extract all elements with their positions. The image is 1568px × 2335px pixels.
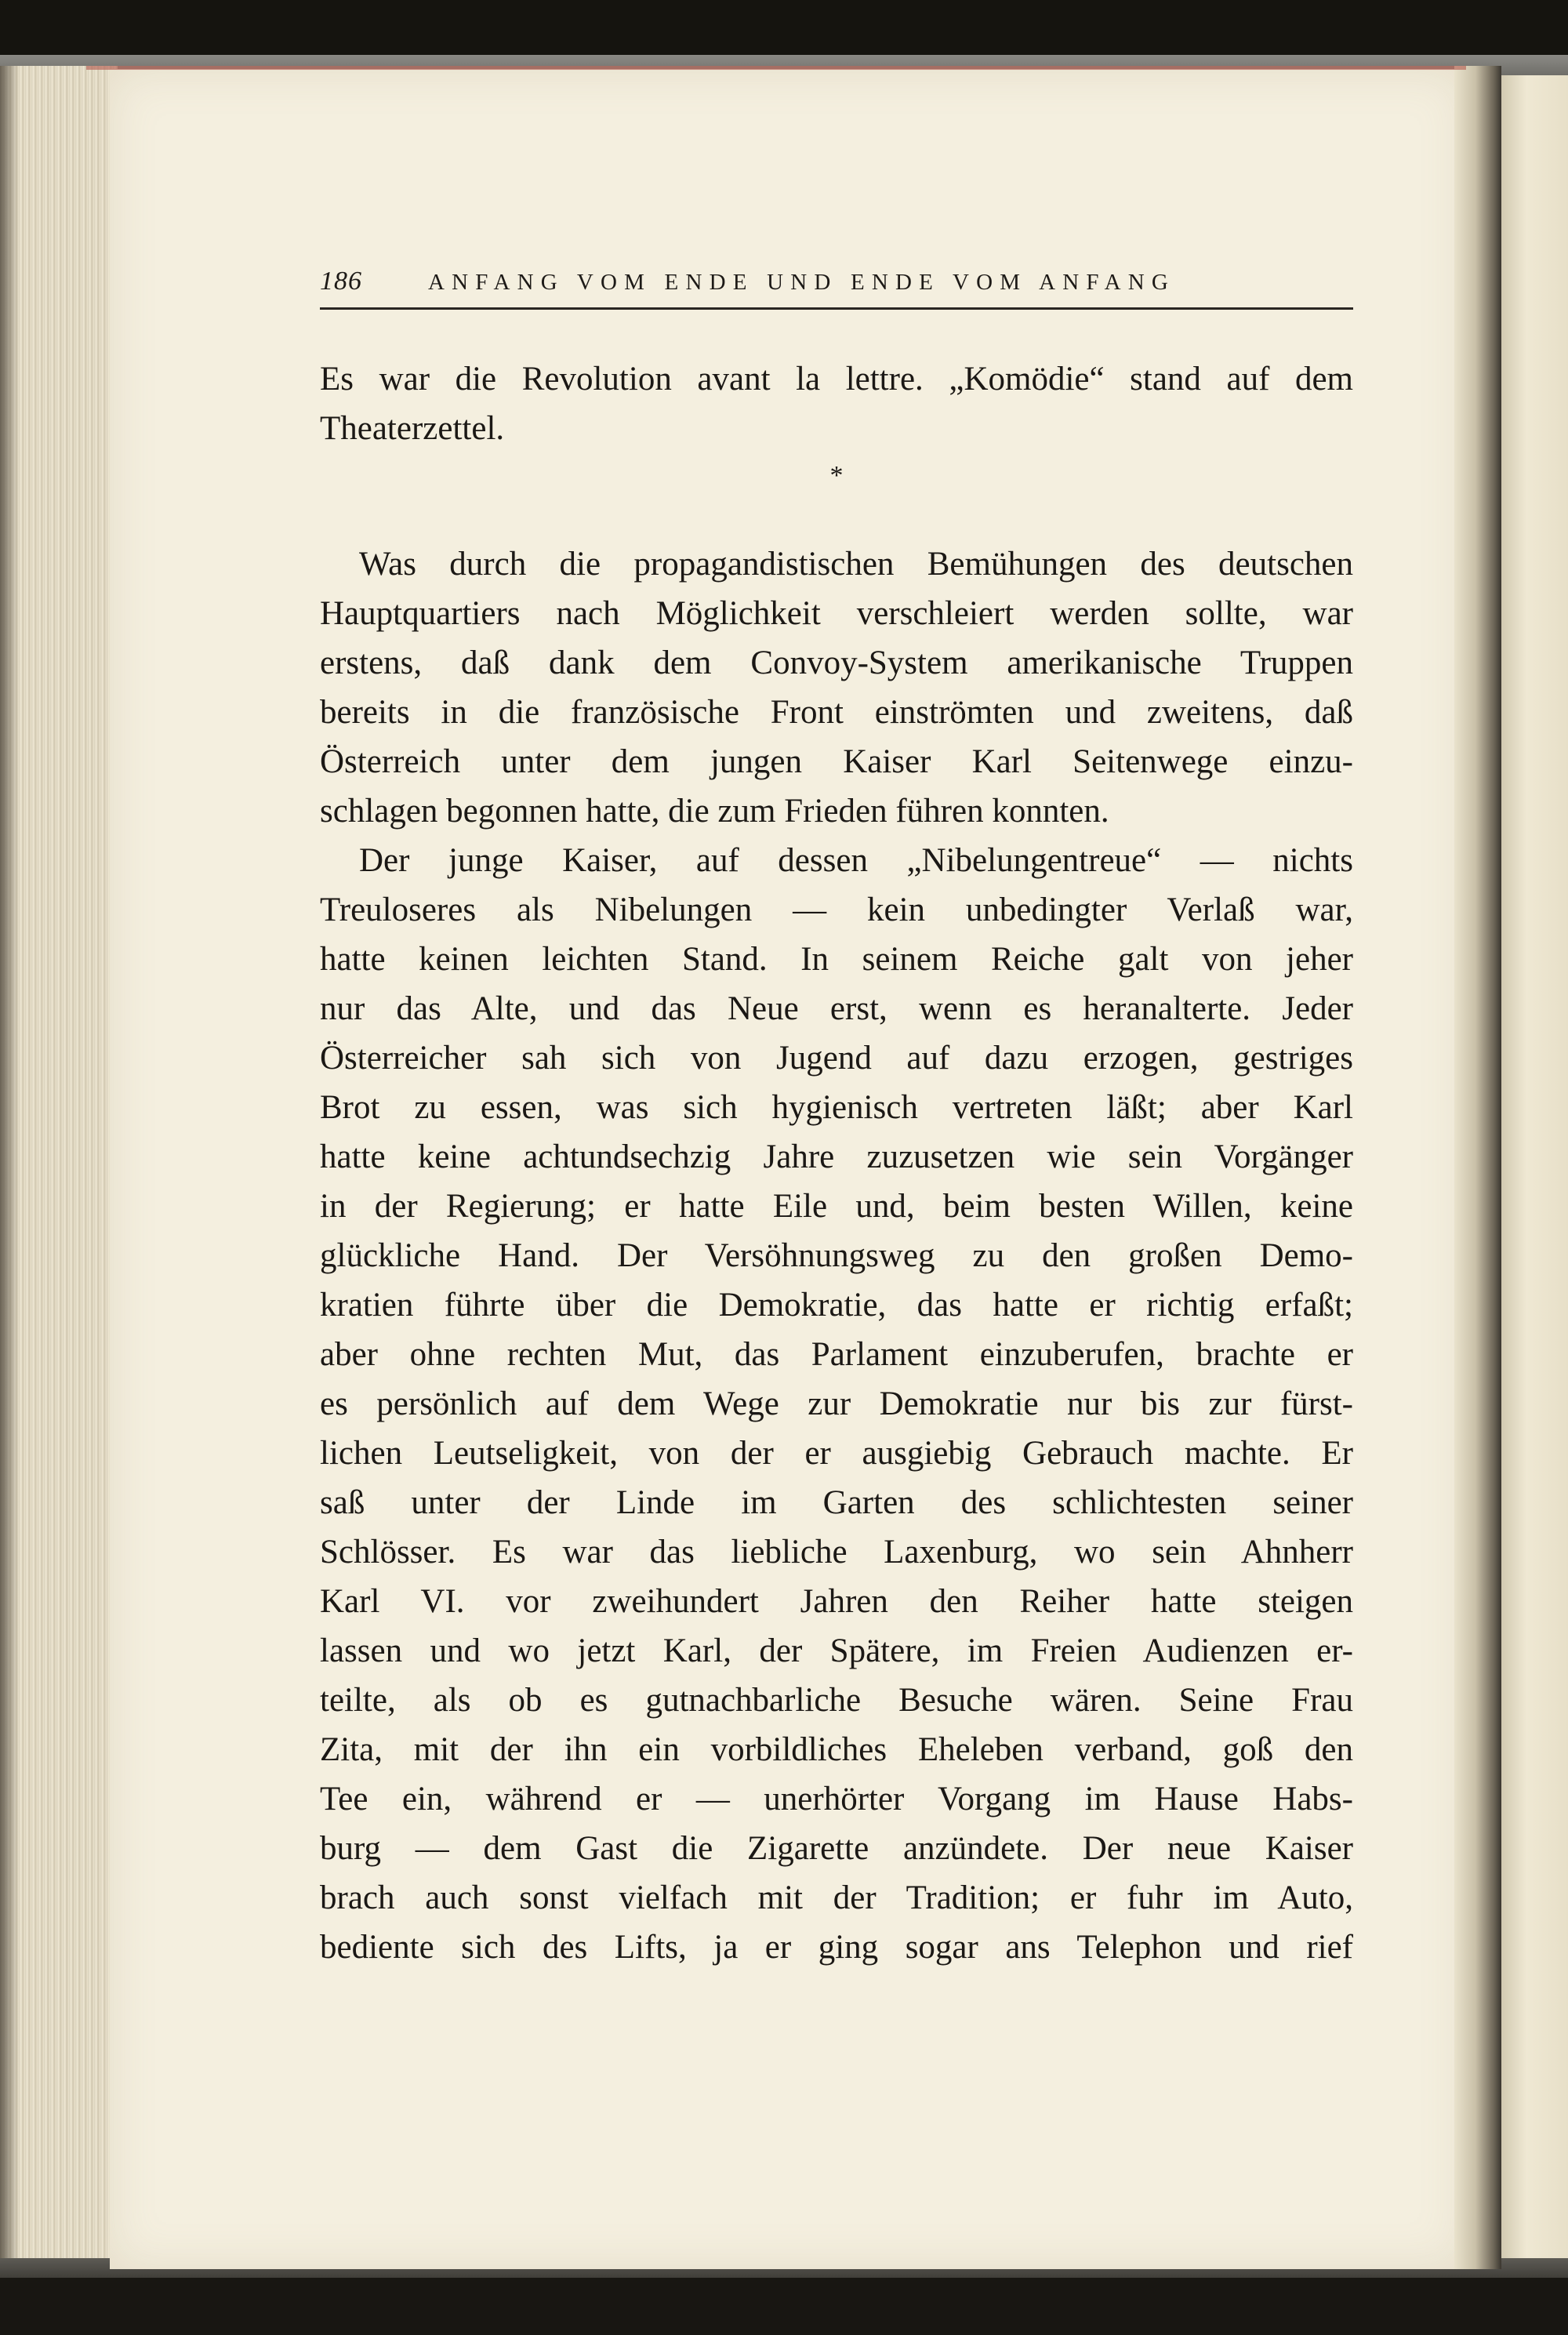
page-top-edge xyxy=(86,66,1466,70)
text-line: hatte keine achtundsechzig Jahre zuzusetzen wie sein Vorgänger xyxy=(320,1138,1353,1175)
text-line: Österreich unter dem jungen Kaiser Karl Seitenwege einzu- xyxy=(320,743,1353,780)
text-line: in der Regierung; er hatte Eile und, beim besten Willen, keine xyxy=(320,1188,1353,1225)
text-line: Brot zu essen, was sich hygienisch vertreten läßt; aber Karl xyxy=(320,1089,1353,1126)
text-line: Karl VI. vor zweihundert Jahren den Reiher hatte steigen xyxy=(320,1583,1353,1620)
text-line: Was durch die propagandistischen Bemühungen des deutschen xyxy=(359,546,1353,583)
page-number: 186 xyxy=(320,267,362,296)
facing-page-edge xyxy=(1499,75,1568,2271)
text-line: saß unter der Linde im Garten des schlichtesten seiner xyxy=(320,1484,1353,1521)
text-line: Theaterzettel. xyxy=(320,410,505,447)
text-line: hatte keinen leichten Stand. In seinem Reiche galt von jeher xyxy=(320,941,1353,978)
text-line: glückliche Hand. Der Versöhnungsweg zu den großen Demo- xyxy=(320,1237,1353,1274)
text-line: bediente sich des Lifts, ja er ging sogar ans Telephon und rief xyxy=(320,1929,1353,1966)
text-line: schlagen begonnen hatte, die zum Frieden führen konnten. xyxy=(320,793,1109,830)
text-line: lichen Leutseligkeit, von der er ausgiebig Gebrauch machte. Er xyxy=(320,1435,1353,1472)
text-line: Österreicher sah sich von Jugend auf dazu erzogen, gestriges xyxy=(320,1040,1353,1077)
text-line: Schlösser. Es war das liebliche Laxenburg, wo sein Ahnherr xyxy=(320,1534,1353,1571)
running-head: ANFANG VOM ENDE UND ENDE VOM ANFANG xyxy=(428,270,1176,295)
text-line: bereits in die französische Front einströmten und zweitens, daß xyxy=(320,694,1353,731)
text-line: es persönlich auf dem Wege zur Demokratie nur bis zur fürst- xyxy=(320,1385,1353,1422)
section-break-asterisk: * xyxy=(829,461,844,490)
text-line: kratien führte über die Demokratie, das hatte er richtig erfaßt; xyxy=(320,1287,1353,1324)
page-edges-shadow xyxy=(0,66,19,2269)
text-line: brach auch sonst vielfach mit der Tradition; er fuhr im Auto, xyxy=(320,1879,1353,1916)
text-line: erstens, daß dank dem Convoy-System amerikanische Truppen xyxy=(320,645,1353,681)
body-text xyxy=(320,354,1353,1972)
text-line: Zita, mit der ihn ein vorbildliches Eheleben verband, goß den xyxy=(320,1731,1353,1768)
book-gutter xyxy=(1454,66,1501,2269)
text-line: Tee ein, während er — unerhörter Vorgang im Hause Habs- xyxy=(320,1781,1353,1818)
text-line: Der junge Kaiser, auf dessen „Nibelungentreue“ — nichts xyxy=(359,842,1353,879)
section-spacer xyxy=(320,499,1353,539)
text-line: burg — dem Gast die Zigarette anzündete. Der neue Kaiser xyxy=(320,1830,1353,1867)
text-line: aber ohne rechten Mut, das Parlament einzuberufen, brachte er xyxy=(320,1336,1353,1373)
text-line: Treuloseres als Nibelungen — kein unbedingter Verlaß war, xyxy=(320,892,1353,928)
text-line: teilte, als ob es gutnachbarliche Besuche wären. Seine Frau xyxy=(320,1682,1353,1719)
background-bottom xyxy=(0,2278,1568,2335)
text-line: nur das Alte, und das Neue erst, wenn es heranalterte. Jeder xyxy=(320,990,1353,1027)
text-line: Hauptquartiers nach Möglichkeit verschleiert werden sollte, war xyxy=(320,595,1353,632)
page-header xyxy=(320,267,1353,310)
text-line: lassen und wo jetzt Karl, der Spätere, im Freien Audienzen er- xyxy=(320,1632,1353,1669)
text-line: Es war die Revolution avant la lettre. „Komödie“ stand auf dem xyxy=(320,361,1353,398)
